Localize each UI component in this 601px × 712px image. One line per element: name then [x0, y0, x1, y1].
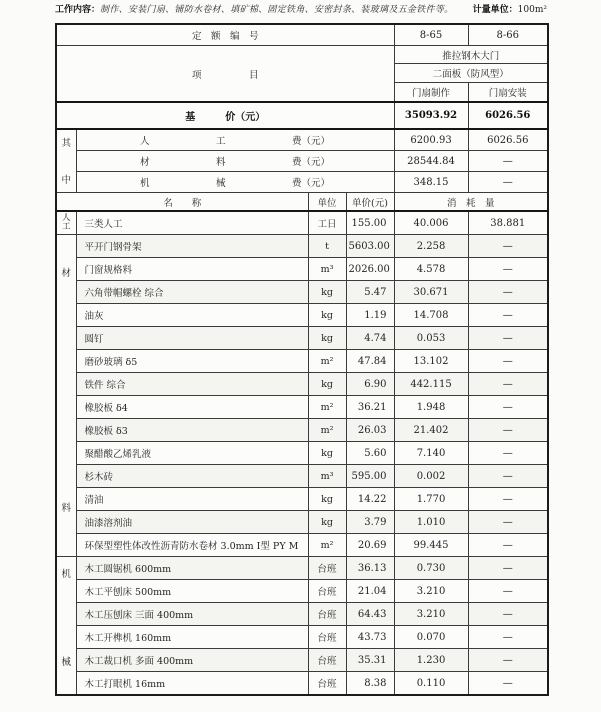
item-name: 橡胶板 δ3: [76, 419, 308, 442]
item-price: 5603.00: [346, 235, 394, 258]
item-name: 圆钉: [76, 327, 308, 350]
item-unit: m³: [308, 258, 346, 281]
item-consumption-866: —: [468, 304, 548, 327]
unit-column-header: 单位: [308, 193, 346, 212]
material-row: [56, 442, 548, 465]
machine-category-char: 机: [61, 569, 71, 580]
price-column-header: 单价(元): [346, 193, 394, 212]
columns-header-row: [56, 193, 548, 212]
item-name: 磨砂玻璃 δ5: [76, 350, 308, 373]
item-name: 门窗规格料: [76, 258, 308, 281]
item-consumption-866: —: [468, 281, 548, 304]
item-consumption-866: —: [468, 603, 548, 626]
quota-table: [55, 23, 549, 696]
machine-row: [56, 557, 548, 580]
item-unit: kg: [308, 511, 346, 534]
item-consumption-866: —: [468, 235, 548, 258]
project-group-name: 推拉钢木大门: [394, 46, 548, 64]
project-subtype: 二面板（防风型）: [394, 64, 548, 83]
item-price: 8.38: [346, 672, 394, 696]
item-name: 橡胶板 δ4: [76, 396, 308, 419]
machine-category: [56, 557, 76, 696]
item-price: 36.21: [346, 396, 394, 419]
item-consumption-866: —: [468, 488, 548, 511]
labor-consumption-865: 40.006: [394, 211, 468, 235]
quota-number-866: 8-66: [468, 24, 548, 46]
quota-number-865: 8-65: [394, 24, 468, 46]
labor-cost-865: 6200.93: [394, 129, 468, 151]
item-price: 5.47: [346, 281, 394, 304]
item-unit: kg: [308, 327, 346, 350]
item-name: 清油: [76, 488, 308, 511]
material-row: [56, 534, 548, 557]
quota-number-label: 定 额 编 号: [56, 24, 394, 46]
item-name: 平开门钢骨架: [76, 235, 308, 258]
base-price-866: 6026.56: [468, 102, 548, 129]
item-name: 木工裁口机 多面 400mm: [76, 649, 308, 672]
among-column: [56, 129, 76, 193]
material-cost-866: —: [468, 151, 548, 172]
item-consumption-866: —: [468, 534, 548, 557]
item-consumption-866: —: [468, 373, 548, 396]
labor-unit: 工日: [308, 211, 346, 235]
item-price: 595.00: [346, 465, 394, 488]
item-name: 木工打眼机 16mm: [76, 672, 308, 696]
item-consumption-865: 0.070: [394, 626, 468, 649]
item-name: 木工开榫机 160mm: [76, 626, 308, 649]
item-price: 14.22: [346, 488, 394, 511]
item-unit: m²: [308, 350, 346, 373]
item-name: 铁件 综合: [76, 373, 308, 396]
labor-cat-char-top: 人: [61, 212, 71, 223]
item-consumption-865: 21.402: [394, 419, 468, 442]
item-unit: kg: [308, 442, 346, 465]
item-consumption-865: 1.010: [394, 511, 468, 534]
item-price: 47.84: [346, 350, 394, 373]
material-row: [56, 511, 548, 534]
item-unit: kg: [308, 304, 346, 327]
item-consumption-865: 1.770: [394, 488, 468, 511]
work-content: [55, 3, 453, 17]
item-consumption-865: 7.140: [394, 442, 468, 465]
table-data-section: [56, 211, 548, 695]
item-unit: kg: [308, 373, 346, 396]
material-cost-label: 材 料 费（元）: [76, 151, 394, 172]
machine-cost-865: 348.15: [394, 172, 468, 193]
measurement-unit-value: 100m²: [517, 5, 547, 15]
base-price-row: [56, 102, 548, 129]
item-consumption-866: —: [468, 350, 548, 373]
item-unit: m²: [308, 396, 346, 419]
material-row: [56, 419, 548, 442]
item-unit: kg: [308, 281, 346, 304]
material-category-char: 材: [61, 268, 71, 279]
item-consumption-866: —: [468, 511, 548, 534]
item-price: 26.03: [346, 419, 394, 442]
item-name: 聚醋酸乙烯乳液: [76, 442, 308, 465]
item-consumption-865: 1.230: [394, 649, 468, 672]
item-unit: 台班: [308, 603, 346, 626]
item-unit: 台班: [308, 580, 346, 603]
item-price: 4.74: [346, 327, 394, 350]
item-price: 6.90: [346, 373, 394, 396]
item-consumption-865: 30.671: [394, 281, 468, 304]
item-name: 油漆溶剂油: [76, 511, 308, 534]
caption-line: [55, 3, 547, 17]
item-unit: 台班: [308, 557, 346, 580]
material-row: [56, 327, 548, 350]
material-row: [56, 488, 548, 511]
item-name: 木工圆锯机 600mm: [76, 557, 308, 580]
item-price: 2026.00: [346, 258, 394, 281]
item-name: 环保型塑性体改性沥青防水卷材 3.0mm Ⅰ型 PY M: [76, 534, 308, 557]
item-unit: m²: [308, 534, 346, 557]
material-category-char: 料: [61, 503, 71, 514]
item-price: 64.43: [346, 603, 394, 626]
item-consumption-866: —: [468, 649, 548, 672]
project-group-row: [56, 46, 548, 64]
item-unit: kg: [308, 488, 346, 511]
item-price: 43.73: [346, 626, 394, 649]
item-unit: m³: [308, 465, 346, 488]
item-consumption-865: 0.110: [394, 672, 468, 696]
item-consumption-866: —: [468, 258, 548, 281]
measurement-unit-label: 计量单位：: [472, 5, 518, 15]
item-consumption-866: —: [468, 580, 548, 603]
project-label: 项 目: [56, 46, 394, 103]
item-price: 21.04: [346, 580, 394, 603]
item-unit: m²: [308, 419, 346, 442]
among-char-bottom: 中: [61, 175, 71, 186]
material-row: [56, 350, 548, 373]
machine-category-char: 械: [61, 657, 71, 668]
item-price: 3.79: [346, 511, 394, 534]
measurement-unit: [473, 3, 547, 17]
item-consumption-865: 2.258: [394, 235, 468, 258]
labor-cost-866: 6026.56: [468, 129, 548, 151]
item-consumption-866: —: [468, 396, 548, 419]
machine-row: [56, 626, 548, 649]
machine-cost-row: [56, 172, 548, 193]
item-consumption-865: 14.708: [394, 304, 468, 327]
item-consumption-866: —: [468, 465, 548, 488]
item-unit: t: [308, 235, 346, 258]
item-name: 木工压刨床 三面 400mm: [76, 603, 308, 626]
material-row: [56, 373, 548, 396]
item-unit: 台班: [308, 672, 346, 696]
labor-cost-label: 人 工 费（元）: [76, 129, 394, 151]
work-content-text: 制作、安装门扇、铺防水卷材、填矿棉、固定铁角、安密封条、装玻璃及五金铁件等。: [100, 5, 454, 15]
work-content-label: 工作内容：: [55, 5, 101, 15]
machine-row: [56, 672, 548, 696]
labor-category: [56, 211, 76, 235]
material-row: [56, 396, 548, 419]
item-consumption-865: 1.948: [394, 396, 468, 419]
item-consumption-865: 0.730: [394, 557, 468, 580]
machine-row: [56, 603, 548, 626]
consumption-column-header: 消 耗 量: [394, 193, 548, 212]
item-consumption-865: 3.210: [394, 580, 468, 603]
base-price-label: 基 价（元）: [56, 102, 394, 129]
item-consumption-866: —: [468, 626, 548, 649]
machine-row: [56, 580, 548, 603]
labor-price: 155.00: [346, 211, 394, 235]
item-price: 35.31: [346, 649, 394, 672]
item-consumption-865: 4.578: [394, 258, 468, 281]
labor-consumption-866: 38.881: [468, 211, 548, 235]
item-price: 1.19: [346, 304, 394, 327]
item-consumption-865: 3.210: [394, 603, 468, 626]
labor-cost-row: [56, 129, 548, 151]
item-price: 36.13: [346, 557, 394, 580]
labor-cat-char-bottom: 工: [61, 222, 71, 232]
material-row: [56, 281, 548, 304]
item-consumption-866: —: [468, 419, 548, 442]
name-column-header: 名 称: [56, 193, 308, 212]
item-consumption-865: 0.053: [394, 327, 468, 350]
item-consumption-866: —: [468, 557, 548, 580]
material-category: [56, 235, 76, 557]
item-consumption-866: —: [468, 672, 548, 696]
among-char-top: 其: [61, 138, 71, 149]
machine-cost-label: 机 械 费（元）: [76, 172, 394, 193]
document-page: [55, 3, 547, 696]
machine-row: [56, 649, 548, 672]
quota-number-row: [56, 24, 548, 46]
item-name: 木工平刨床 500mm: [76, 580, 308, 603]
leaf-install-header: 门扇安装: [468, 83, 548, 103]
item-consumption-865: 442.115: [394, 373, 468, 396]
machine-cost-866: —: [468, 172, 548, 193]
item-name: 六角带帽螺栓 综合: [76, 281, 308, 304]
item-consumption-865: 99.445: [394, 534, 468, 557]
table-header-section: [56, 24, 548, 211]
item-consumption-865: 0.002: [394, 465, 468, 488]
item-name: 杉木砖: [76, 465, 308, 488]
leaf-make-header: 门扇制作: [394, 83, 468, 103]
item-price: 20.69: [346, 534, 394, 557]
material-cost-865: 28544.84: [394, 151, 468, 172]
item-consumption-865: 13.102: [394, 350, 468, 373]
item-consumption-866: —: [468, 327, 548, 350]
material-row: [56, 304, 548, 327]
item-consumption-866: —: [468, 442, 548, 465]
material-row: [56, 465, 548, 488]
item-name: 油灰: [76, 304, 308, 327]
labor-row: [56, 211, 548, 235]
material-row: [56, 235, 548, 258]
item-unit: 台班: [308, 649, 346, 672]
base-price-865: 35093.92: [394, 102, 468, 129]
material-row: [56, 258, 548, 281]
item-unit: 台班: [308, 626, 346, 649]
material-cost-row: [56, 151, 548, 172]
item-price: 5.60: [346, 442, 394, 465]
labor-name: 三类人工: [76, 211, 308, 235]
